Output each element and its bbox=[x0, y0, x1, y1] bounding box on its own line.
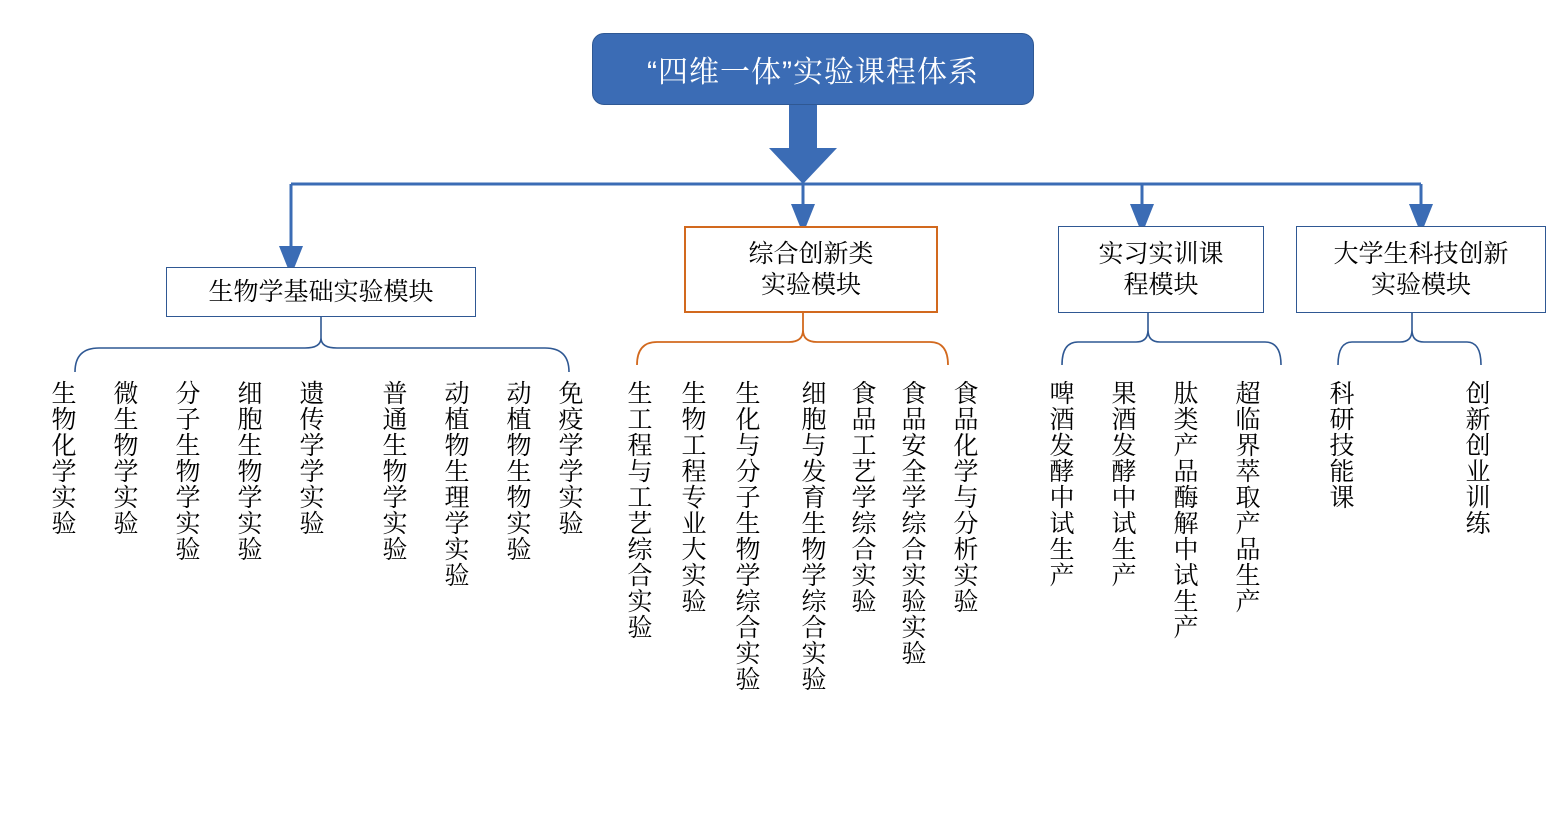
module-label-innovation-line1: 综合创新类 bbox=[748, 240, 874, 268]
leaf-label: 创新创业训练 bbox=[1462, 380, 1490, 536]
leaf-label: 食品安全学综合实验实验 bbox=[898, 380, 926, 666]
module-box-basic bbox=[166, 267, 476, 317]
leaf-label: 肽类产品酶解中试生产 bbox=[1170, 380, 1198, 640]
module-label-internship-line1: 实习实训课 bbox=[1098, 240, 1224, 268]
leaf-label: 动植物生理学实验 bbox=[441, 380, 469, 588]
module-label-basic: 生物学基础实验模块 bbox=[208, 277, 434, 306]
leaf-label: 啤酒发酵中试生产 bbox=[1046, 380, 1074, 588]
leaf-label: 分子生物学实验 bbox=[172, 380, 200, 562]
brace-student bbox=[1338, 313, 1481, 365]
leaf-label: 食品化学与分析实验 bbox=[950, 380, 978, 614]
leaf-label: 微生物学实验 bbox=[110, 380, 138, 536]
module-label-innovation-line2: 实验模块 bbox=[760, 270, 861, 299]
leaf-label: 食品工艺学综合实验 bbox=[848, 380, 876, 614]
root-node-label: “四维一体”实验课程体系 bbox=[647, 56, 979, 89]
module-box-innovation bbox=[684, 226, 938, 313]
brace-basic bbox=[75, 317, 569, 372]
module-label-student bbox=[1333, 239, 1508, 300]
leaf-label: 细胞生物学实验 bbox=[234, 380, 262, 562]
module-label-internship-line2: 程模块 bbox=[1123, 270, 1199, 299]
leaf-label: 遗传学学实验 bbox=[296, 380, 324, 536]
leaf-label: 果酒发酵中试生产 bbox=[1108, 380, 1136, 588]
module-label-student-line1: 大学生科技创新 bbox=[1333, 240, 1509, 268]
leaf-label: 超临界萃取产品生产 bbox=[1232, 380, 1260, 614]
leaf-label: 细胞与发育生物学综合实验 bbox=[798, 380, 826, 692]
brace-innovation bbox=[637, 313, 948, 365]
leaf-label: 免疫学学实验 bbox=[555, 380, 583, 536]
leaf-label: 生物化学实验 bbox=[48, 380, 76, 536]
leaf-label: 生化与分子生物学综合实验 bbox=[732, 380, 760, 692]
module-label-internship bbox=[1098, 239, 1223, 300]
leaf-label: 动植物生物实验 bbox=[503, 380, 531, 562]
root-down-arrow bbox=[769, 105, 837, 184]
module-box-student bbox=[1296, 226, 1546, 313]
leaf-label: 生工程与工艺综合实验 bbox=[624, 380, 652, 640]
module-label-student-line2: 实验模块 bbox=[1370, 270, 1471, 299]
module-label-innovation bbox=[748, 239, 873, 300]
root-node bbox=[592, 33, 1034, 105]
brace-internship bbox=[1062, 313, 1281, 365]
leaf-label: 普通生物学实验 bbox=[379, 380, 407, 562]
module-box-internship bbox=[1058, 226, 1264, 313]
leaf-label: 生物工程专业大实验 bbox=[678, 380, 706, 614]
leaf-label: 科研技能课 bbox=[1326, 380, 1354, 510]
